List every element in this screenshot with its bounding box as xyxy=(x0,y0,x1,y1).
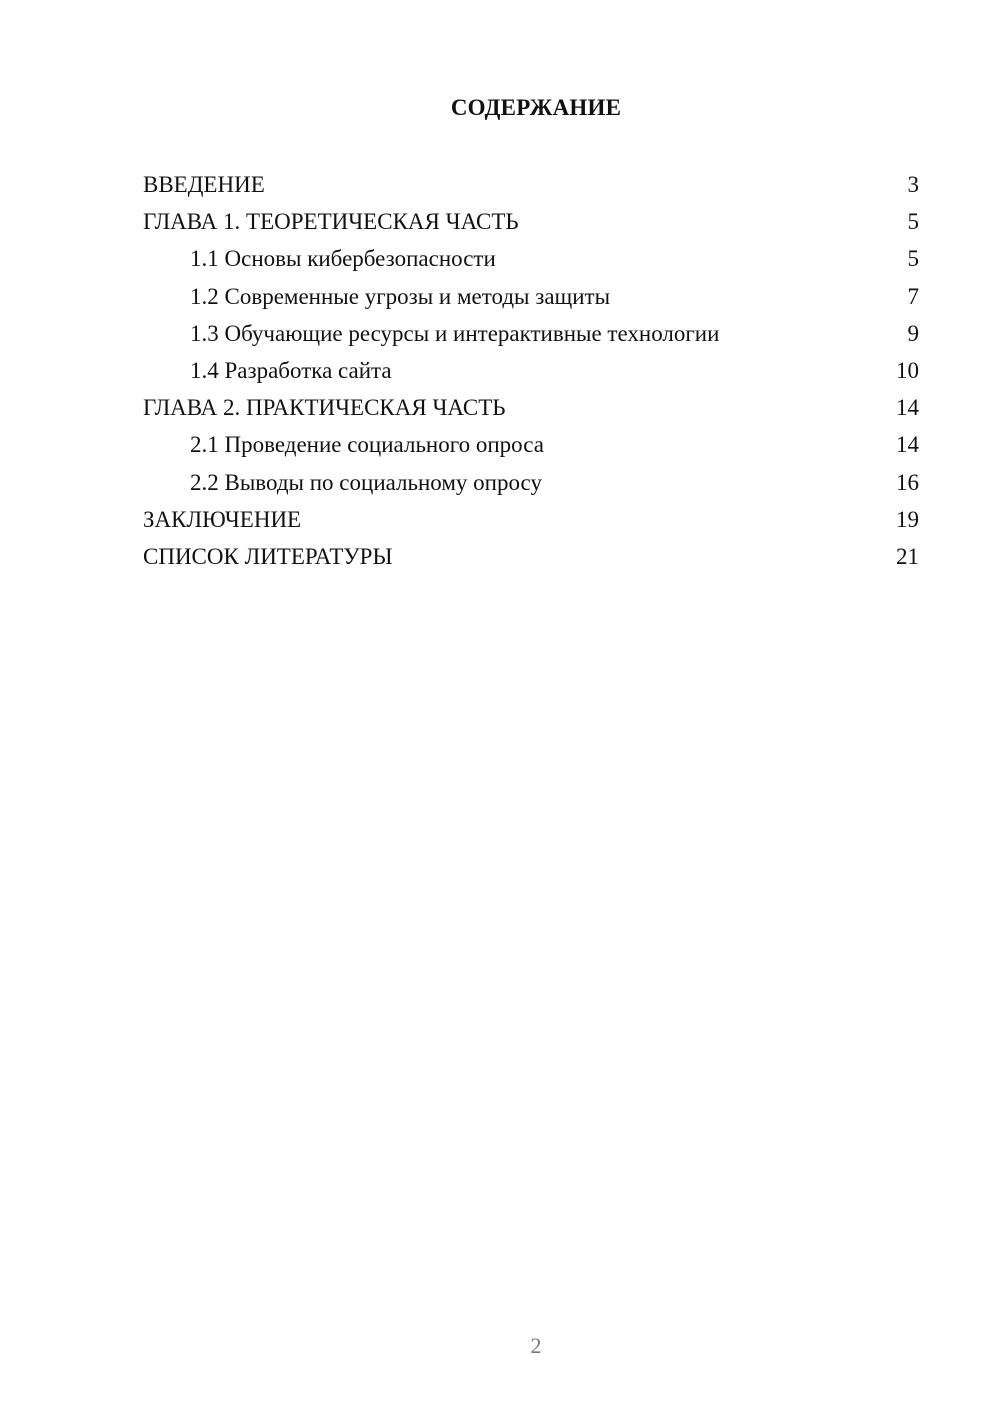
toc-entry-label: ВВЕДЕНИЕ xyxy=(143,172,265,197)
toc-subentry[interactable] xyxy=(143,240,919,277)
toc-entry-label: 1.1 Основы кибербезопасности xyxy=(190,246,496,272)
toc-entry-label: ГЛАВА 1. ТЕОРЕТИЧЕСКАЯ ЧАСТЬ xyxy=(143,209,519,235)
table-of-contents xyxy=(143,166,919,575)
toc-entry[interactable] xyxy=(143,538,919,575)
toc-entry-page: 7 xyxy=(907,283,919,309)
toc-entry[interactable] xyxy=(143,203,919,240)
toc-subentry[interactable] xyxy=(143,352,919,389)
toc-entry[interactable] xyxy=(143,389,919,426)
toc-entry-page: 14 xyxy=(896,432,919,458)
toc-entry-page: 5 xyxy=(907,246,919,272)
toc-entry-label: 2.2 Выводы по социальному опросу xyxy=(190,469,542,495)
toc-entry-label: ГЛАВА 2. ПРАКТИЧЕСКАЯ ЧАСТЬ xyxy=(143,395,506,421)
toc-entry-page: 10 xyxy=(896,357,919,383)
toc-entry-page: 5 xyxy=(907,209,919,235)
toc-subentry[interactable] xyxy=(143,278,919,315)
toc-entry[interactable] xyxy=(143,501,919,538)
toc-entry-page: 9 xyxy=(907,320,919,346)
toc-entry[interactable] xyxy=(143,166,919,203)
toc-subentry[interactable] xyxy=(143,426,919,463)
toc-entry-page: 21 xyxy=(896,543,919,569)
toc-entry-page: 16 xyxy=(896,469,919,495)
page-number: 2 xyxy=(530,1333,542,1358)
toc-entry-label: 1.4 Разработка сайта xyxy=(190,357,392,383)
toc-title: СОДЕРЖАНИЕ xyxy=(450,95,622,120)
toc-subentry[interactable] xyxy=(143,464,919,501)
toc-entry-page: 14 xyxy=(896,395,919,421)
toc-entry-label: СПИСОК ЛИТЕРАТУРЫ xyxy=(143,543,393,569)
toc-entry-label: 1.3 Обучающие ресурсы и интерактивные технологии xyxy=(190,320,720,346)
toc-entry-label: ЗАКЛЮЧЕНИЕ xyxy=(143,506,302,532)
toc-subentry[interactable] xyxy=(143,315,919,352)
toc-entry-page: 19 xyxy=(896,506,919,532)
toc-entry-page: 3 xyxy=(907,172,919,197)
toc-entry-label: 1.2 Современные угрозы и методы защиты xyxy=(190,283,611,309)
toc-entry-label: 2.1 Проведение социального опроса xyxy=(190,432,544,458)
